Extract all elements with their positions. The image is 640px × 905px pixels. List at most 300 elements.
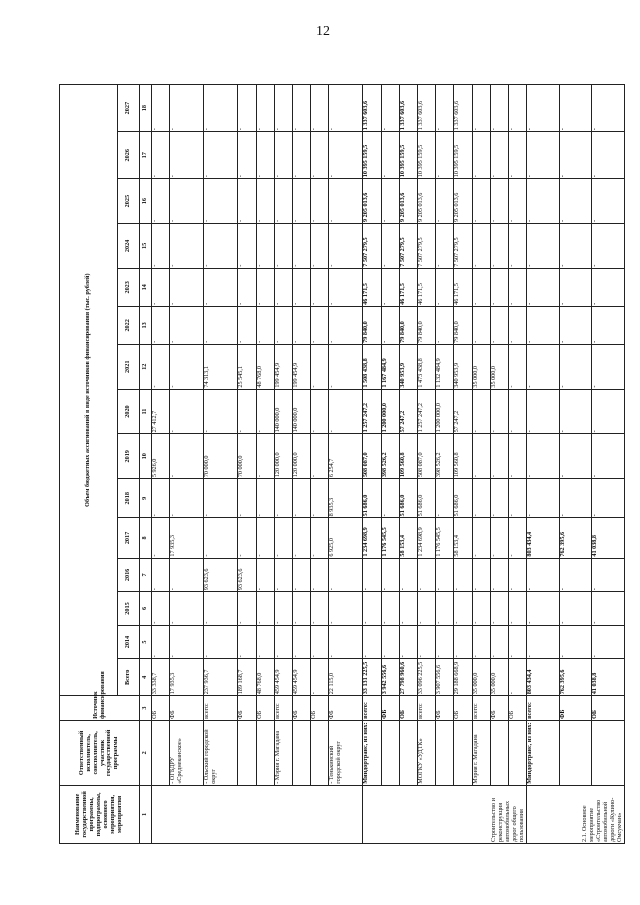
value-cell: 22 115,0 [329, 659, 363, 696]
value-cell: 1 337 603,6 [417, 85, 435, 132]
value-cell: - [508, 344, 526, 389]
value-cell: - [170, 268, 204, 306]
source-cell: ОБ [152, 696, 170, 721]
value-cell: - [204, 306, 238, 344]
measure-name-cell: Строительство и реконструкция автомобильных дорог общего пользования [363, 785, 527, 843]
value-cell: - [274, 592, 292, 626]
responsible-cell [381, 720, 399, 785]
table-row [292, 85, 310, 844]
value-cell: - [292, 306, 310, 344]
table-row [508, 85, 526, 844]
value-cell: - [454, 625, 472, 659]
value-cell: - [381, 592, 399, 626]
value-cell: - [329, 558, 363, 592]
value-cell: - [472, 592, 490, 626]
value-cell: - [311, 224, 329, 269]
header-year: 2027 [118, 85, 140, 132]
value-cell: - [292, 132, 310, 179]
value-cell: - [592, 306, 625, 344]
value-cell: - [559, 344, 592, 389]
value-cell: 51 686,0 [399, 479, 417, 518]
value-cell: 57 247,2 [454, 389, 472, 434]
value-cell: - [436, 479, 454, 518]
value-cell: 35 000,0 [490, 344, 508, 389]
value-cell: 93 623,6 [238, 558, 256, 592]
value-cell: - [559, 85, 592, 132]
table-row [417, 85, 435, 844]
value-cell: - [592, 592, 625, 626]
value-cell: - [527, 592, 560, 626]
value-cell: - [292, 479, 310, 518]
value-cell: - [256, 179, 274, 224]
value-cell: - [592, 434, 625, 479]
value-cell: 1 473 438,8 [417, 344, 435, 389]
value-cell: 48 768,0 [256, 344, 274, 389]
value-cell: - [152, 558, 170, 592]
value-cell: 25 545,1 [238, 344, 256, 389]
value-cell: - [204, 132, 238, 179]
value-cell: - [472, 518, 490, 558]
value-cell: 1 200 000,0 [381, 389, 399, 434]
value-cell: - [381, 224, 399, 269]
value-cell: 762 395,6 [559, 518, 592, 558]
value-cell: - [592, 179, 625, 224]
header-year: 2025 [118, 179, 140, 224]
column-number: 14 [140, 268, 152, 306]
value-cell: - [204, 268, 238, 306]
responsible-cell: Мэрия г. Магадана [472, 720, 490, 785]
value-cell: - [417, 558, 435, 592]
value-cell: - [238, 268, 256, 306]
value-cell: - [436, 85, 454, 132]
value-cell: 803 434,4 [527, 659, 560, 696]
column-number: 6 [140, 592, 152, 626]
value-cell: - [152, 625, 170, 659]
value-cell: 6 254,7 [329, 434, 363, 479]
value-cell: - [472, 179, 490, 224]
value-cell: - [204, 518, 238, 558]
value-cell: - [256, 132, 274, 179]
value-cell: - [170, 179, 204, 224]
header-responsible: Ответственный исполнитель, соисполнитель, участник государственной программы [60, 720, 140, 785]
header-volume: Объем бюджетных ассигнований в виде источников финансирования (тыс. рублей) [60, 85, 118, 696]
value-cell: - [508, 179, 526, 224]
header-name: Наименование государственной программы, подпрограммы, основного мероприятия, мероприятия [60, 785, 140, 843]
value-cell: - [472, 625, 490, 659]
value-cell: - [311, 625, 329, 659]
column-number: 8 [140, 518, 152, 558]
header-year: 2023 [118, 268, 140, 306]
table-row [152, 85, 170, 844]
value-cell: - [527, 344, 560, 389]
value-cell: 459 454,9 [292, 659, 310, 696]
value-cell: 1 234 698,9 [417, 518, 435, 558]
value-cell: - [436, 592, 454, 626]
value-cell: 33 131 225,5 [363, 659, 381, 696]
value-cell: - [170, 306, 204, 344]
value-cell: - [292, 518, 310, 558]
responsible-cell: Миндортранс, из них: [363, 720, 381, 785]
table-row [472, 85, 490, 844]
value-cell: - [417, 625, 435, 659]
value-cell: - [152, 85, 170, 132]
value-cell: - [592, 224, 625, 269]
header-year: 2017 [118, 518, 140, 558]
value-cell: - [559, 479, 592, 518]
table-row [204, 85, 238, 844]
value-cell: 48 768,0 [256, 659, 274, 696]
value-cell: - [527, 389, 560, 434]
value-cell: - [508, 625, 526, 659]
value-cell: - [274, 479, 292, 518]
value-cell: - [170, 224, 204, 269]
responsible-cell [292, 720, 310, 785]
value-cell: - [152, 268, 170, 306]
source-cell: ФБ [292, 696, 310, 721]
value-cell: - [170, 344, 204, 389]
financing-table [59, 84, 625, 844]
value-cell: - [363, 625, 381, 659]
table-row [527, 85, 560, 844]
value-cell: 58 153,4 [454, 518, 472, 558]
value-cell: 9 205 013,6 [399, 179, 417, 224]
value-cell: - [292, 268, 310, 306]
value-cell: 189 168,7 [238, 659, 256, 696]
value-cell: - [256, 625, 274, 659]
value-cell: 9 205 013,6 [417, 179, 435, 224]
value-cell: - [527, 179, 560, 224]
responsible-cell [238, 720, 256, 785]
value-cell: - [592, 268, 625, 306]
value-cell: - [592, 132, 625, 179]
value-cell: - [152, 518, 170, 558]
value-cell: - [311, 306, 329, 344]
value-cell: - [381, 85, 399, 132]
value-cell: 70 000,0 [238, 434, 256, 479]
value-cell: - [490, 558, 508, 592]
value-cell: - [490, 592, 508, 626]
value-cell: 199 454,9 [274, 344, 292, 389]
value-cell: - [490, 434, 508, 479]
value-cell: - [592, 625, 625, 659]
value-cell: - [329, 224, 363, 269]
header-year: 2026 [118, 132, 140, 179]
table-row [454, 85, 472, 844]
column-number: 18 [140, 85, 152, 132]
value-cell: - [256, 85, 274, 132]
value-cell: 340 953,9 [399, 344, 417, 389]
responsible-cell: - Мэрия г. Магадана [274, 720, 292, 785]
value-cell: - [508, 389, 526, 434]
responsible-cell [256, 720, 274, 785]
value-cell: - [329, 132, 363, 179]
value-cell: - [472, 306, 490, 344]
value-cell: 1 167 484,9 [381, 344, 399, 389]
value-cell: - [204, 592, 238, 626]
value-cell: - [152, 224, 170, 269]
source-cell: ФБ [238, 696, 256, 721]
value-cell: - [238, 592, 256, 626]
value-cell: 340 953,9 [454, 344, 472, 389]
value-cell: - [274, 625, 292, 659]
column-number: 9 [140, 479, 152, 518]
value-cell: 1 132 484,9 [436, 344, 454, 389]
value-cell: - [490, 179, 508, 224]
value-cell: 140 000,0 [292, 389, 310, 434]
measure-name-cell: 2.1. Основное мероприятие «Строительство автомобильной дороги «Кулино-Омсукчан» [527, 785, 625, 843]
value-cell: 9 205 013,6 [454, 179, 472, 224]
value-cell: - [204, 625, 238, 659]
value-cell: 1 176 545,5 [381, 518, 399, 558]
value-cell: - [329, 389, 363, 434]
value-cell: - [508, 132, 526, 179]
value-cell: - [527, 558, 560, 592]
value-cell: - [508, 224, 526, 269]
value-cell: 46 171,5 [399, 268, 417, 306]
source-cell: ОБ [454, 696, 472, 721]
value-cell: - [204, 224, 238, 269]
value-cell: 120 000,0 [274, 434, 292, 479]
value-cell: - [436, 268, 454, 306]
value-cell: - [329, 179, 363, 224]
source-cell: всего: [363, 696, 381, 721]
value-cell: 51 686,0 [363, 479, 381, 518]
responsible-cell [490, 720, 508, 785]
value-cell: - [436, 224, 454, 269]
value-cell: 508 087,0 [417, 434, 435, 479]
value-cell: - [559, 306, 592, 344]
value-cell: - [238, 224, 256, 269]
value-cell: - [454, 558, 472, 592]
value-cell: 10 395 159,5 [399, 132, 417, 179]
value-cell: 35 000,0 [472, 659, 490, 696]
value-cell: 93 623,6 [204, 558, 238, 592]
value-cell: - [329, 592, 363, 626]
responsible-cell: - ОГБДРУ «Среднеканское» [170, 720, 204, 785]
value-cell: - [256, 268, 274, 306]
value-cell: - [238, 132, 256, 179]
column-number: 3 [140, 696, 152, 721]
responsible-cell [592, 720, 625, 785]
column-number: 12 [140, 344, 152, 389]
value-cell: 51 686,0 [417, 479, 435, 518]
value-cell: - [436, 132, 454, 179]
value-cell: - [527, 268, 560, 306]
value-cell: - [399, 625, 417, 659]
value-cell: 1 257 247,2 [363, 389, 381, 434]
value-cell: - [238, 479, 256, 518]
value-cell: - [292, 592, 310, 626]
value-cell: - [381, 306, 399, 344]
value-cell: - [472, 268, 490, 306]
value-cell: - [274, 268, 292, 306]
source-cell: ФБ [436, 696, 454, 721]
value-cell: - [311, 132, 329, 179]
source-cell: ФБ [170, 696, 204, 721]
source-cell: ФБ [381, 696, 399, 721]
value-cell: - [170, 434, 204, 479]
value-cell: 109 560,8 [399, 434, 417, 479]
value-cell: - [170, 389, 204, 434]
value-cell: - [238, 179, 256, 224]
column-number: 16 [140, 179, 152, 224]
table-row [592, 85, 625, 844]
header-year: 2020 [118, 389, 140, 434]
value-cell: 10 395 159,5 [417, 132, 435, 179]
value-cell: - [152, 306, 170, 344]
measure-name-cell [152, 785, 363, 843]
value-cell: - [256, 224, 274, 269]
column-number: 13 [140, 306, 152, 344]
responsible-cell [399, 720, 417, 785]
header-total: Всего [118, 659, 140, 696]
value-cell: - [274, 306, 292, 344]
value-cell: - [490, 625, 508, 659]
value-cell: - [592, 389, 625, 434]
value-cell: 237 936,7 [204, 659, 238, 696]
value-cell: - [170, 479, 204, 518]
value-cell: - [490, 306, 508, 344]
source-cell: ФБ [559, 696, 592, 721]
value-cell: - [256, 479, 274, 518]
source-cell: ФБ [329, 696, 363, 721]
value-cell: - [527, 625, 560, 659]
value-cell: - [238, 306, 256, 344]
source-cell: всего: [527, 696, 560, 721]
value-cell: 27 412,7 [152, 389, 170, 434]
value-cell: - [559, 625, 592, 659]
value-cell: - [472, 224, 490, 269]
value-cell: - [204, 389, 238, 434]
column-number: 5 [140, 625, 152, 659]
column-number: 1 [140, 785, 152, 843]
source-cell: ОБ [508, 696, 526, 721]
value-cell: - [311, 389, 329, 434]
value-cell: 51 686,0 [454, 479, 472, 518]
value-cell: - [274, 179, 292, 224]
value-cell: 79 840,0 [363, 306, 381, 344]
value-cell: 1 176 545,5 [436, 518, 454, 558]
value-cell: - [527, 132, 560, 179]
table-row [363, 85, 381, 844]
value-cell: 7 507 279,5 [417, 224, 435, 269]
value-cell: - [508, 434, 526, 479]
value-cell: - [508, 592, 526, 626]
value-cell: - [527, 434, 560, 479]
value-cell: - [363, 592, 381, 626]
value-cell: - [436, 558, 454, 592]
value-cell: 46 171,5 [417, 268, 435, 306]
value-cell: - [256, 306, 274, 344]
value-cell: 3 942 556,6 [381, 659, 399, 696]
value-cell: - [292, 625, 310, 659]
value-cell: - [436, 625, 454, 659]
value-cell: - [381, 132, 399, 179]
value-cell: - [490, 224, 508, 269]
header-year: 2024 [118, 224, 140, 269]
value-cell: 398 526,2 [381, 434, 399, 479]
value-cell: 1 200 000,0 [436, 389, 454, 434]
value-cell: - [381, 625, 399, 659]
page-number: 12 [316, 24, 330, 39]
table-row [436, 85, 454, 844]
value-cell: 8 935,3 [329, 479, 363, 518]
value-cell: - [417, 592, 435, 626]
table-row [311, 85, 329, 844]
value-cell: 46 171,5 [363, 268, 381, 306]
value-cell: 79 840,0 [417, 306, 435, 344]
responsible-cell: МОГКУ «УДТК» [417, 720, 435, 785]
value-cell: 57 247,2 [399, 389, 417, 434]
value-cell: - [311, 558, 329, 592]
value-cell: - [274, 518, 292, 558]
value-cell: 7 507 279,5 [454, 224, 472, 269]
value-cell: - [311, 85, 329, 132]
value-cell: - [472, 434, 490, 479]
value-cell: - [508, 518, 526, 558]
value-cell: 109 560,8 [454, 434, 472, 479]
table-row [399, 85, 417, 844]
value-cell: 120 000,0 [292, 434, 310, 479]
value-cell: - [311, 592, 329, 626]
responsible-cell [559, 720, 592, 785]
value-cell: 9 205 013,6 [363, 179, 381, 224]
value-cell: - [559, 268, 592, 306]
value-cell: 762 395,6 [559, 659, 592, 696]
responsible-cell [454, 720, 472, 785]
value-cell: - [363, 558, 381, 592]
value-cell: - [329, 268, 363, 306]
responsible-cell [508, 720, 526, 785]
value-cell: - [274, 558, 292, 592]
value-cell: - [399, 558, 417, 592]
value-cell: - [238, 625, 256, 659]
source-cell: ОБ [256, 696, 274, 721]
value-cell: - [311, 479, 329, 518]
value-cell: - [559, 224, 592, 269]
responsible-cell [436, 720, 454, 785]
table-row [490, 85, 508, 844]
responsible-cell: - Ольский городской округ [204, 720, 238, 785]
value-cell: 1 337 603,6 [363, 85, 381, 132]
source-cell: ОБ [311, 696, 329, 721]
value-cell: - [508, 659, 526, 696]
value-cell: 1 337 603,6 [399, 85, 417, 132]
value-cell: - [152, 479, 170, 518]
header-year: 2016 [118, 558, 140, 592]
value-cell: 459 454,9 [274, 659, 292, 696]
responsible-cell: Миндортранс, из них: [527, 720, 560, 785]
responsible-cell [152, 720, 170, 785]
header-year: 2014 [118, 625, 140, 659]
table-row [381, 85, 399, 844]
value-cell: - [170, 558, 204, 592]
value-cell: 3 907 556,6 [436, 659, 454, 696]
value-cell: - [527, 224, 560, 269]
value-cell: - [436, 306, 454, 344]
value-cell: - [256, 389, 274, 434]
value-cell: 41 038,8 [592, 659, 625, 696]
value-cell: - [559, 132, 592, 179]
value-cell: 199 454,9 [292, 344, 310, 389]
value-cell: 58 153,4 [399, 518, 417, 558]
source-cell: ФБ [490, 696, 508, 721]
value-cell: - [559, 558, 592, 592]
value-cell: - [170, 132, 204, 179]
value-cell: - [472, 132, 490, 179]
value-cell: - [559, 179, 592, 224]
value-cell: 140 000,0 [274, 389, 292, 434]
